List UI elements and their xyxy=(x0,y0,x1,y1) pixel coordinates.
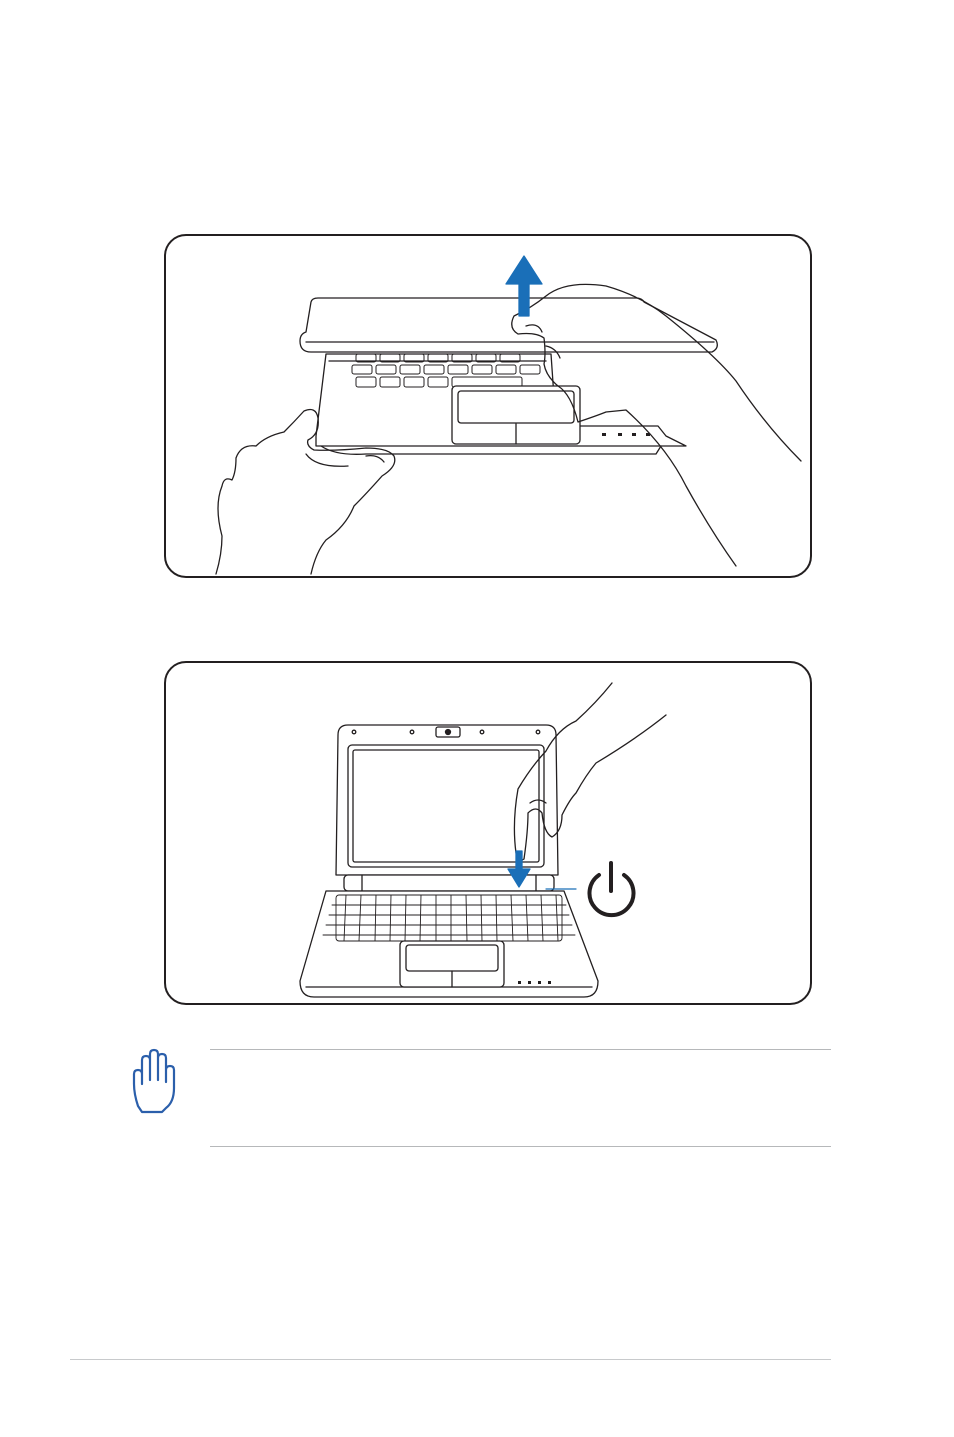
note-rule-top xyxy=(210,1049,831,1050)
note-rule-bottom xyxy=(210,1146,831,1147)
power-on-illustration xyxy=(166,663,812,1005)
footer-rule xyxy=(70,1359,831,1360)
power-icon xyxy=(590,863,634,915)
hand-stop-icon xyxy=(128,1044,182,1116)
figure-open-lid xyxy=(164,234,812,578)
open-lid-illustration xyxy=(166,236,812,578)
figure-power-on xyxy=(164,661,812,1005)
